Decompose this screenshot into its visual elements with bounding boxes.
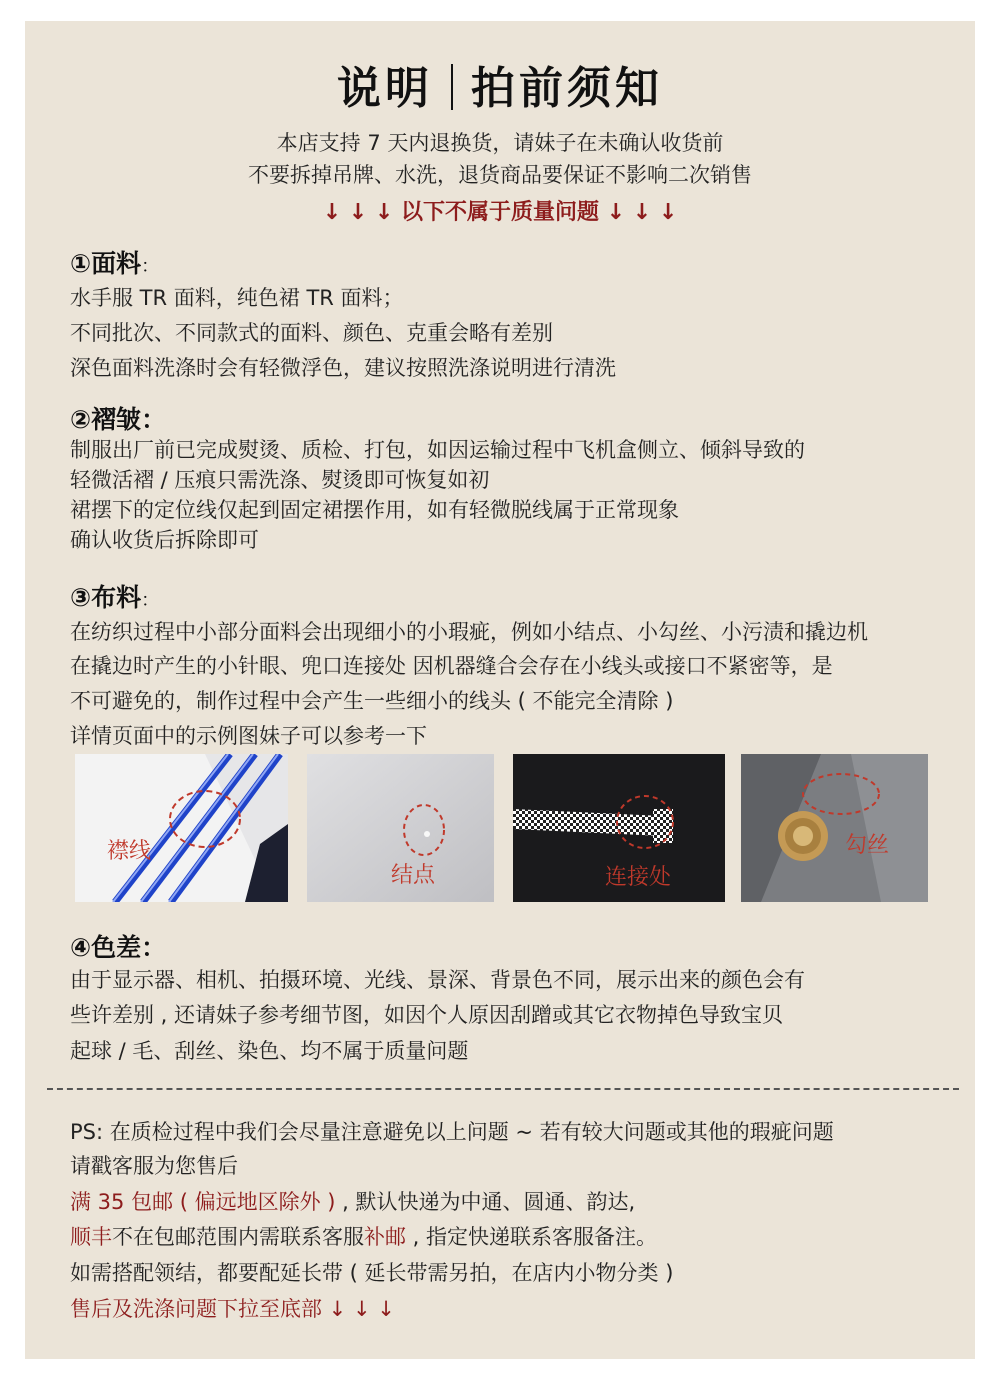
photo-label: 勾丝 <box>845 832 890 857</box>
color-line-2: 些许差别 , 还请妹子参考细节图，如因个人原因刮蹭或其它衣物掉色导致宝贝 <box>70 1003 784 1027</box>
section-wrinkle-heading <box>70 400 166 436</box>
wrinkle-line-2: 轻微活褶 / 压痕只需洗涤、熨烫即可恢复如初 <box>70 468 490 492</box>
wrinkle-line-4: 确认收货后拆除即可 <box>70 528 259 552</box>
section-color-heading <box>70 928 166 964</box>
section-cloth-heading <box>70 578 159 614</box>
cloth-line-2: 在撬边时产生的小针眼、兜口连接处 因机器缝合会存在小线头或接口不紧密等，是 <box>70 654 833 678</box>
fabric-line-1: 水手服 TR 面料，纯色裙 TR 面料； <box>70 286 404 310</box>
cloth-line-3: 不可避免的，制作过程中会产生一些细小的线头 ( 不能完全清除 ) <box>70 689 674 713</box>
heading-colon: ： <box>141 933 167 962</box>
cloth-line-4: 详情页面中的示例图妹子可以参考一下 <box>70 724 427 748</box>
page-title <box>0 52 1000 116</box>
photo-label: 结点 <box>391 862 436 887</box>
wrinkle-line-3: 裙摆下的定位线仅起到固定裙摆作用，如有轻微脱线属于正常现象 <box>70 498 679 522</box>
courier-note: , 默认快递为中通、圆通、韵达, <box>335 1190 636 1214</box>
heading-text: ③布料 <box>70 583 142 612</box>
color-line-1: 由于显示器、相机、拍摄环境、光线、景深、背景色不同，展示出来的颜色会有 <box>70 968 805 992</box>
sf-note: 不在包邮范围内需联系客服 <box>112 1225 364 1249</box>
color-line-3: 起球 / 毛、刮丝、染色、均不属于质量问题 <box>70 1039 469 1063</box>
pocket-seam-photo <box>513 754 725 902</box>
heading-colon: ： <box>141 405 167 434</box>
ps-line-6: 售后及洗涤问题下拉至底部 ↓ ↓ ↓ <box>70 1297 395 1321</box>
button-snag-photo <box>741 754 928 902</box>
sf-express: 顺丰 <box>70 1225 112 1249</box>
photo-label: 襟线 <box>107 838 152 863</box>
cloth-line-1: 在纺织过程中小部分面料会出现细小的小瑕疵，例如小结点、小勾丝、小污渍和撬边机 <box>70 620 868 644</box>
ps-line-1: PS: 在质检过程中我们会尽量注意避免以上问题 ~ 若有较大问题或其他的瑕疵问题 <box>70 1120 834 1144</box>
heading-colon: ： <box>141 590 160 611</box>
fabric-line-3: 深色面料洗涤时会有轻微浮色，建议按照洗涤说明进行清洗 <box>70 356 616 380</box>
heading-text: ②褶皱 <box>70 405 142 434</box>
intro-line-1: 本店支持 7 天内退换货，请妹子在未确认收货前 <box>276 131 724 155</box>
ps-line-3 <box>70 1186 635 1216</box>
extra-postage: 补邮 <box>364 1225 406 1249</box>
dashed-divider <box>47 1088 959 1090</box>
specify-courier-note: , 指定快递联系客服备注。 <box>406 1225 658 1249</box>
section-fabric-heading <box>70 244 159 280</box>
collar-stripe-photo <box>75 754 288 902</box>
warning-banner: ↓ ↓ ↓ 以下不属于质量问题 ↓ ↓ ↓ <box>322 200 678 225</box>
ps-line-5: 如需搭配领结，都要配延长带 ( 延长带需另拍，在店内小物分类 ) <box>70 1261 674 1285</box>
wrinkle-line-1: 制服出厂前已完成熨烫、质检、打包，如因运输过程中飞机盒侧立、倾斜导致的 <box>70 438 805 462</box>
photo-label: 连接处 <box>605 864 672 889</box>
fabric-knot-photo <box>307 754 494 902</box>
title-divider <box>451 64 453 110</box>
title-right: 拍前须知 <box>471 63 663 114</box>
fabric-line-2: 不同批次、不同款式的面料、颜色、克重会略有差别 <box>70 321 553 345</box>
ps-line-2: 请戳客服为您售后 <box>70 1154 238 1178</box>
heading-text: ④色差 <box>70 933 142 962</box>
ps-line-4 <box>70 1221 657 1251</box>
heading-text: ①面料 <box>70 249 142 278</box>
heading-colon: ： <box>141 256 160 277</box>
free-shipping-note: 满 35 包邮 ( 偏远地区除外 ) <box>70 1190 336 1214</box>
title-left: 说明 <box>337 63 433 114</box>
intro-line-2: 不要拆掉吊牌、水洗，退货商品要保证不影响二次销售 <box>248 163 752 187</box>
